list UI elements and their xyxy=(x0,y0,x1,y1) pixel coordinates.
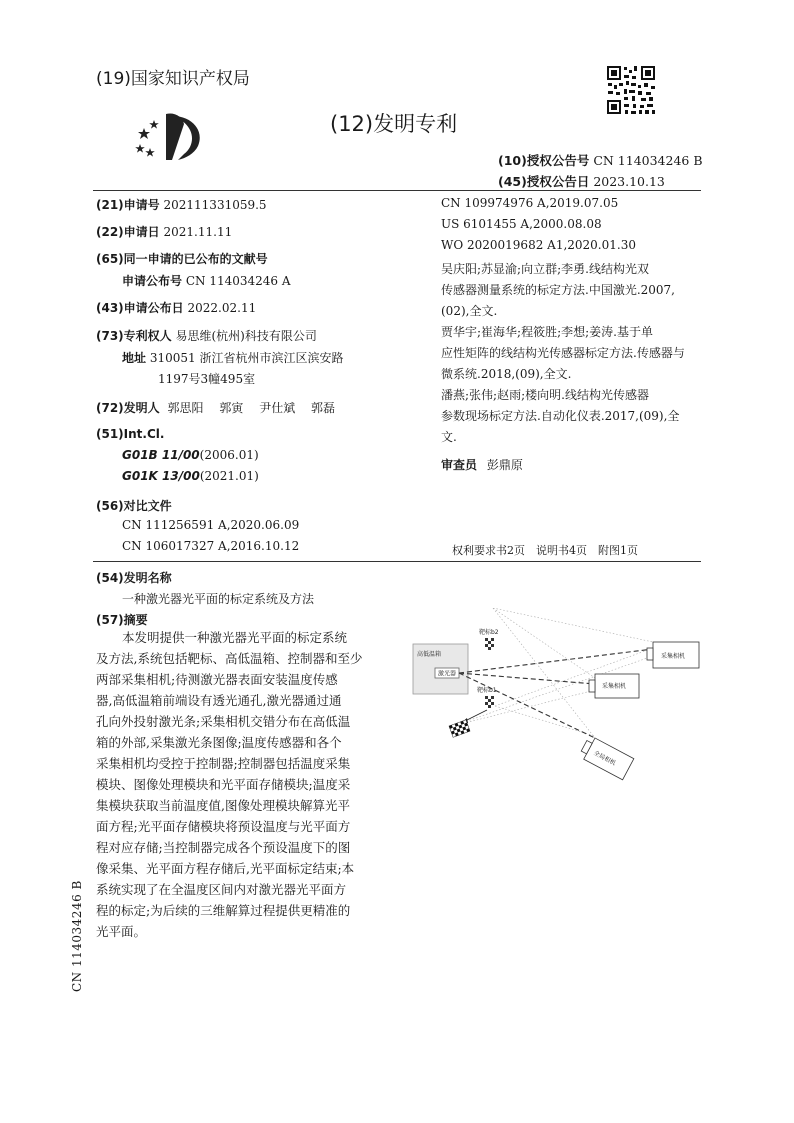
abstract-line: 采集相机均受控于控制器;控制器包括温度采集 xyxy=(96,756,351,771)
target-b1-label: 靶标b1 xyxy=(477,687,497,694)
inventor: 尹仕斌 xyxy=(259,401,296,415)
address-line1: 310051 浙江省杭州市滨江区滨安路 xyxy=(149,351,344,365)
literature-reference: 微系统.2018,(09),全文. xyxy=(441,367,572,381)
address-line2: 1197号3幢495室 xyxy=(158,372,256,386)
document-type: (12)发明专利 xyxy=(330,112,458,136)
page-counts: 权利要求书2页 说明书4页 附图1页 xyxy=(452,544,638,557)
pub-date: 2022.02.11 xyxy=(187,301,257,315)
grant-number: CN 114034246 B xyxy=(593,153,703,168)
examiner: 彭鼎原 xyxy=(486,458,523,472)
abstract-line: 光平面。 xyxy=(96,924,147,939)
app-date-label: (22)申请日 xyxy=(96,225,160,239)
intcl-version: (2021.01) xyxy=(199,469,259,483)
pub-date-label: (43)申请公布日 xyxy=(96,301,184,315)
abstract-line: 程对应存储;当控制器完成各个预设温度下的图 xyxy=(96,840,351,855)
abstract-line: 系统实现了在全温度区间内对激光器光平面方 xyxy=(96,882,347,897)
literature-reference: 文. xyxy=(441,430,457,444)
office-name: (19)国家知识产权局 xyxy=(96,69,250,89)
app-number: 202111331059.5 xyxy=(163,198,267,212)
intcl-code: G01B 11/00 xyxy=(122,448,200,462)
abstract-line: 箱的外部,采集激光条图像;温度传感器和各个 xyxy=(96,735,342,750)
inventor: 郭磊 xyxy=(311,401,336,415)
abstract-line: 程的标定;为后续的三维解算过程提供更精准的 xyxy=(96,903,351,918)
app-number-label: (21)申请号 xyxy=(96,198,160,212)
grant-number-label: (10)授权公告号 xyxy=(498,153,590,168)
abstract-line: 两部采集相机;待测激光器表面安装温度传感 xyxy=(96,672,338,687)
app-date: 2021.11.11 xyxy=(163,225,233,239)
title-label: (54)发明名称 xyxy=(96,571,172,585)
abstract-line: 孔向外投射激光条;采集相机交错分布在高低温 xyxy=(96,714,351,729)
header-divider xyxy=(93,190,701,191)
oven-label: 高低温箱 xyxy=(417,651,442,658)
references-label: (56)对比文件 xyxy=(96,499,172,513)
camera-1-label: 采集相机 xyxy=(661,653,686,660)
global-camera-label: 全局相机 xyxy=(592,749,617,768)
inventors-label: (72)发明人 xyxy=(96,401,160,415)
literature-reference: 应性矩阵的线结构光传感器标定方法.传感器与 xyxy=(441,346,685,360)
checkerboard-icon xyxy=(449,720,470,737)
section-divider xyxy=(93,561,701,562)
inventor: 郭寅 xyxy=(219,401,244,415)
laser-label: 激光器 xyxy=(438,670,457,678)
camera-2-label: 采集相机 xyxy=(602,683,627,690)
reference-item: US 6101455 A,2000.08.08 xyxy=(441,217,602,231)
abstract-line: 像采集、光平面方程存储后,光平面标定结束;本 xyxy=(96,861,355,876)
literature-reference: 潘燕;张伟;赵雨;楼向明.线结构光传感器 xyxy=(441,388,649,402)
reference-item: CN 111256591 A,2020.06.09 xyxy=(122,518,300,532)
target-b2-label: 靶标b2 xyxy=(479,629,499,636)
abstract-figure xyxy=(405,608,705,788)
cnipa-logo-icon xyxy=(132,110,206,164)
abstract-line: 及方法,系统包括靶标、高低温箱、控制器和至少 xyxy=(96,651,363,666)
literature-reference: 传感器测量系统的标定方法.中国激光.2007, xyxy=(441,283,675,297)
abstract-line: 面方程;光平面存储模块将预设温度与光平面方 xyxy=(96,819,351,834)
abstract-line: 本发明提供一种激光器光平面的标定系统 xyxy=(122,630,348,645)
grant-date-label: (45)授权公告日 xyxy=(498,174,590,189)
intcl-label: (51)Int.Cl. xyxy=(96,427,165,441)
target-b1-icon xyxy=(485,696,494,708)
abstract-line: 模块、图像处理模块和光平面存储模块;温度采 xyxy=(96,777,351,792)
intcl-code: G01K 13/00 xyxy=(122,469,200,483)
reference-item: CN 106017327 A,2016.10.12 xyxy=(122,539,300,553)
intcl-version: (2006.01) xyxy=(199,448,259,462)
pub-number-label: 申请公布号 xyxy=(122,274,183,288)
literature-reference: 贾华宇;崔海华;程筱胜;李想;姜涛.基于单 xyxy=(441,325,653,339)
reference-item: WO 2020019682 A1,2020.01.30 xyxy=(441,238,636,252)
abstract-label: (57)摘要 xyxy=(96,613,148,627)
literature-reference: 参数现场标定方法.自动化仪表.2017,(09),全 xyxy=(441,409,680,423)
target-b2-icon xyxy=(485,638,494,650)
examiner-label: 审查员 xyxy=(441,458,478,472)
inventor: 郭思阳 xyxy=(167,401,204,415)
grant-date: 2023.10.13 xyxy=(593,174,665,189)
literature-reference: (02),全文. xyxy=(441,304,498,318)
global-camera-icon xyxy=(578,735,633,780)
side-publication-number: CN 114034246 B xyxy=(70,880,84,992)
qr-code-icon xyxy=(605,64,657,116)
patentee-label: (73)专利权人 xyxy=(96,329,172,343)
reference-item: CN 109974976 A,2019.07.05 xyxy=(441,196,619,210)
patentee: 易思维(杭州)科技有限公司 xyxy=(175,329,317,343)
address-label: 地址 xyxy=(122,351,147,365)
pub-number: CN 114034246 A xyxy=(185,274,291,288)
invention-title: 一种激光器光平面的标定系统及方法 xyxy=(122,592,315,606)
abstract-line: 器,高低温箱前端设有透光通孔,激光器通过通 xyxy=(96,693,342,708)
literature-reference: 吴庆阳;苏显渝;向立群;李勇.线结构光双 xyxy=(441,262,649,276)
prior-publication-label: (65)同一申请的已公布的文献号 xyxy=(96,252,268,266)
abstract-line: 集模块获取当前温度值,图像处理模块解算光平 xyxy=(96,798,350,813)
